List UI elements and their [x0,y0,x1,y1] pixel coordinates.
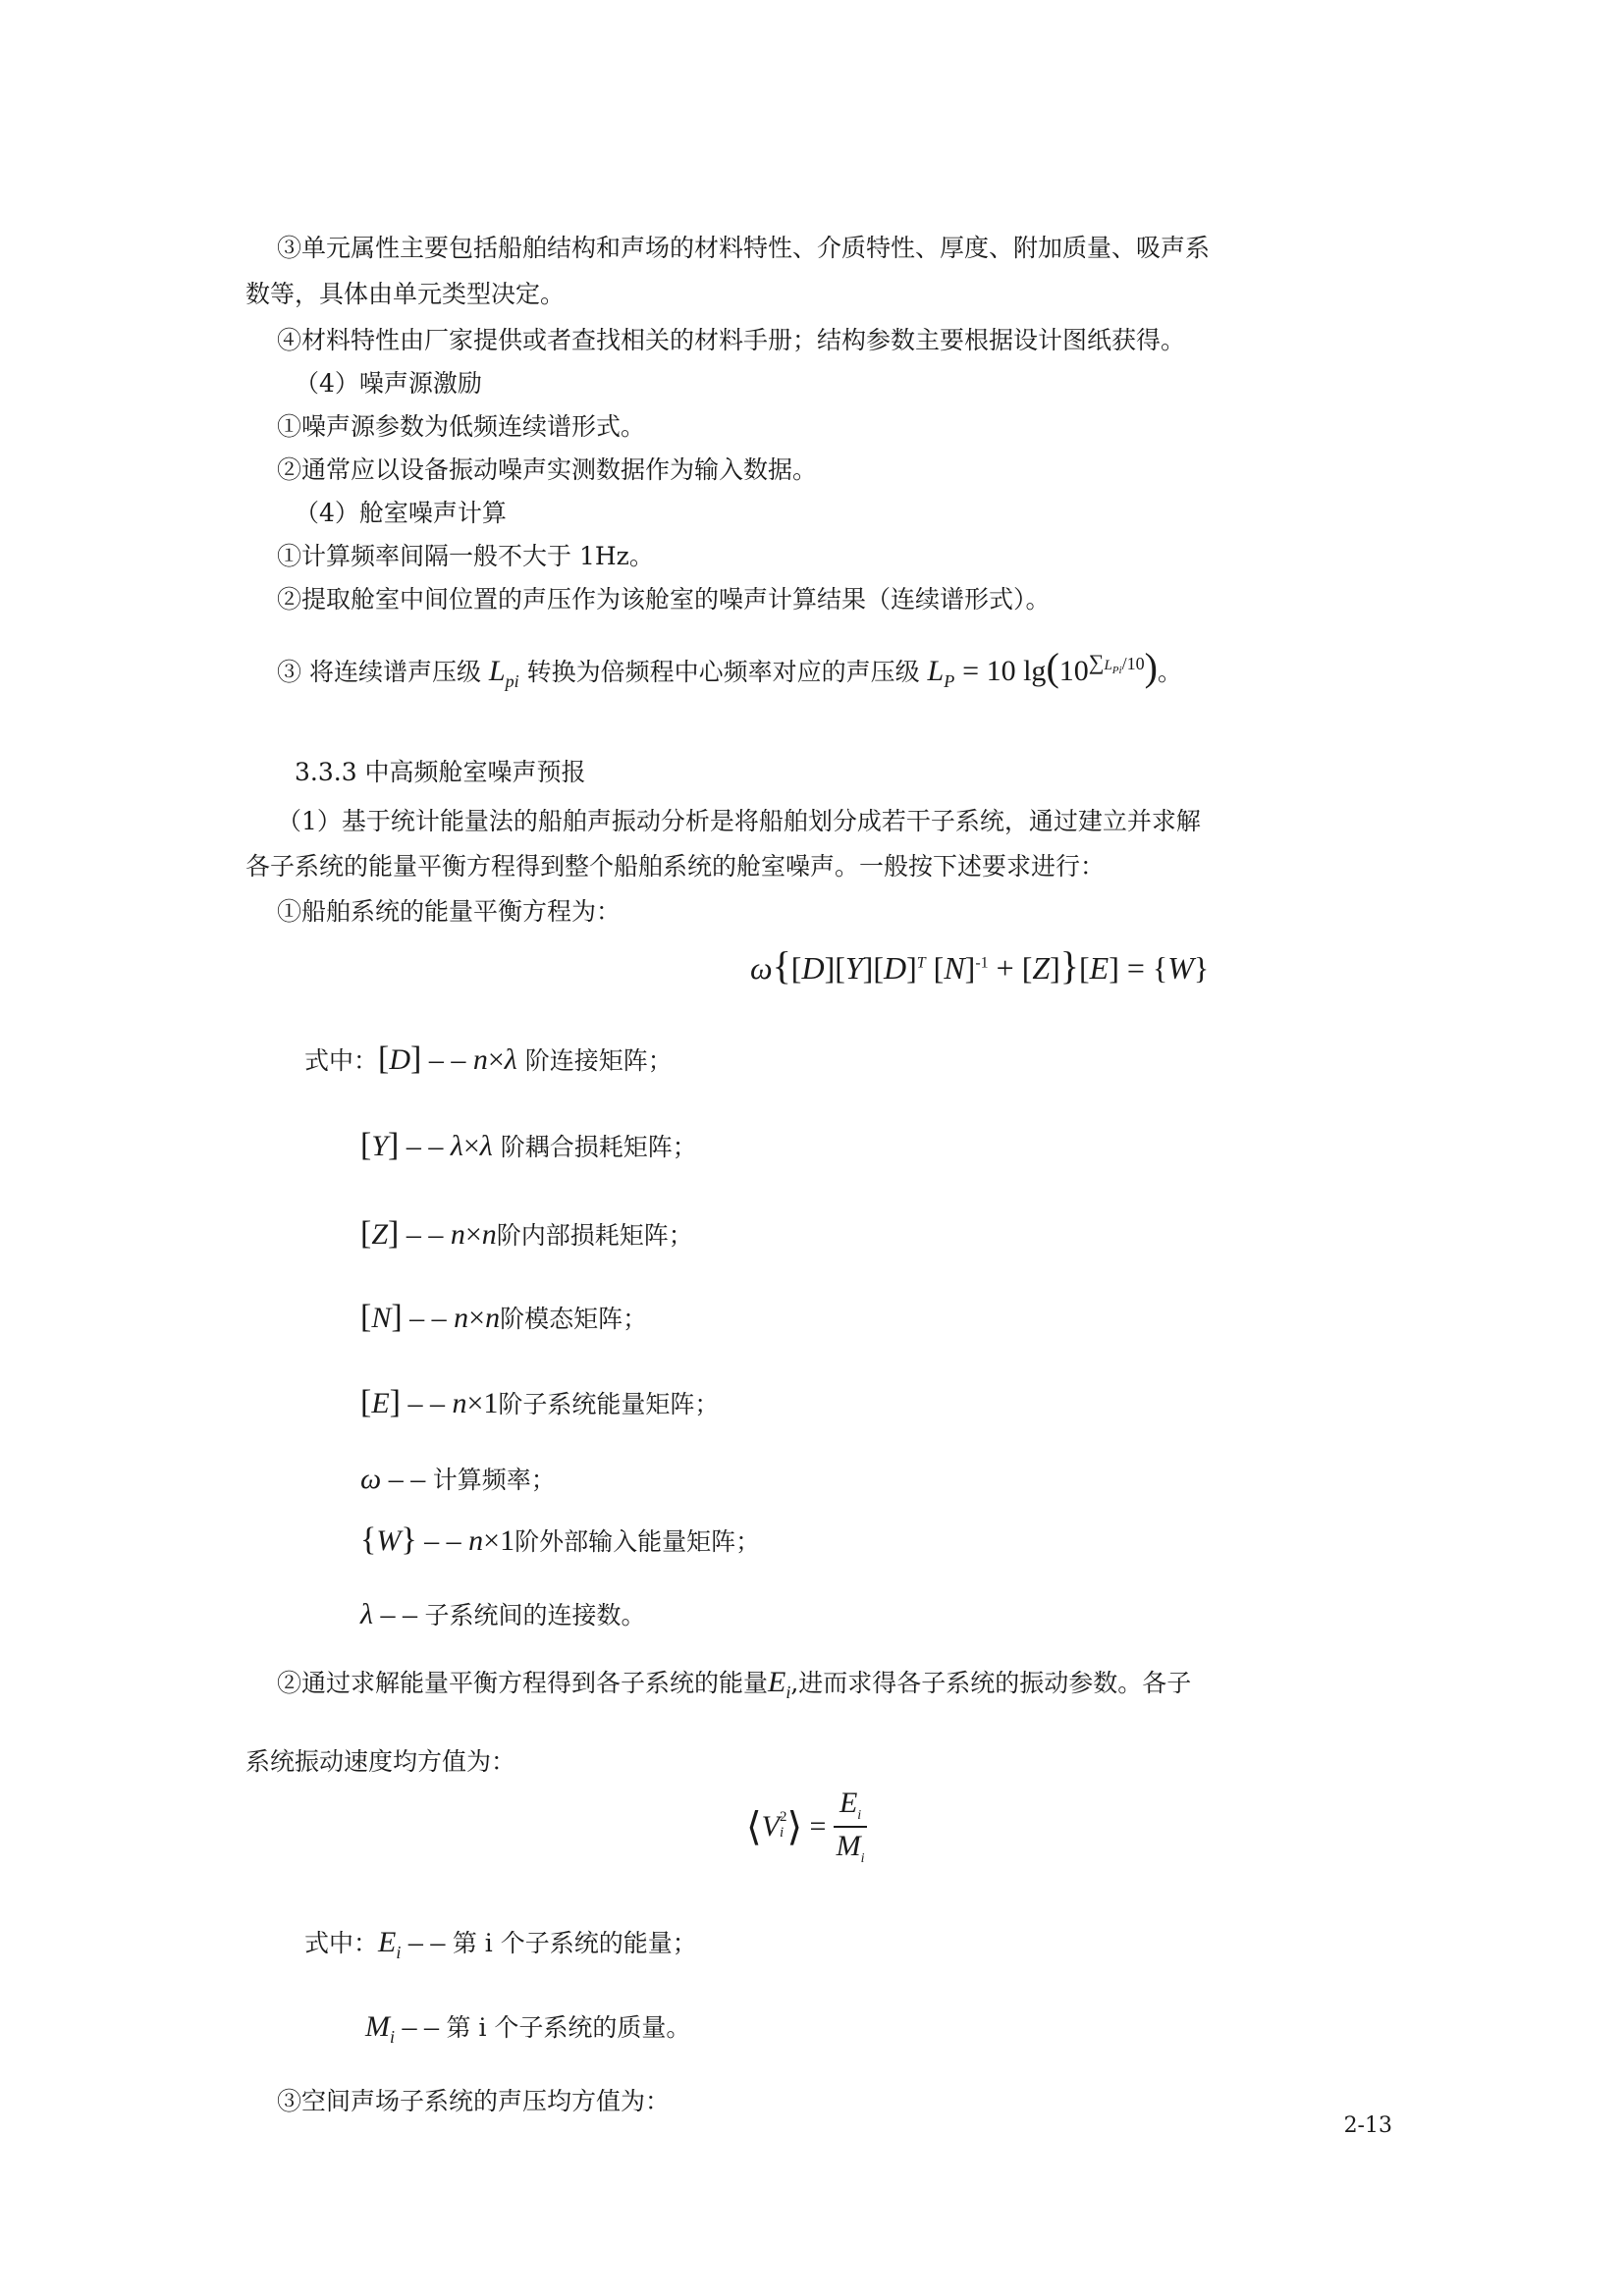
text-line: ②通过求解能量平衡方程得到各子系统的能量$E_i$,进而求得各子系统的振动参数。各子 [277,1666,1192,1702]
text-line: ①噪声源参数为低频连续谱形式。 [277,412,646,441]
text-line: 各子系统的能量平衡方程得到整个船舶系统的舱室噪声。一般按下述要求进行： [245,852,1106,881]
definition-line: ω – – 计算频率； [360,1463,556,1495]
text-line: ③单元属性主要包括船舶结构和声场的材料特性、介质特性、厚度、附加质量、吸声系 [277,234,1211,262]
math-lp: $L_P$ [927,655,955,691]
definition-line: 式中：[D] – – n×λ 阶连接矩阵； [304,1041,673,1077]
definition-line: 式中：$E_i$ – – 第 i 个子系统的能量； [304,1926,697,1962]
text-line: ①计算频率间隔一般不大于 1Hz。 [277,542,654,570]
velocity-equation: ⟨V2 i⟩ = $\frac{E_i}{M_i}$ [746,1787,867,1867]
definition-line: [N] – – n×n阶模态矩阵； [360,1299,648,1335]
page-number: 2-13 [1343,2113,1392,2138]
text-line: ②提取舱室中间位置的声压作为该舱室的噪声计算结果（连续谱形式）。 [277,585,1051,614]
definition-line: [E] – – n×1阶子系统能量矩阵； [360,1384,720,1420]
section-heading: 3.3.3 中高频舱室噪声预报 [295,758,586,786]
text-line: ②通常应以设备振动噪声实测数据作为输入数据。 [277,455,818,484]
subheading: （4）舱室噪声计算 [295,499,507,527]
definition-line: [Y] – – λ×λ 阶耦合损耗矩阵； [360,1127,697,1163]
definition-line: λ – – 子系统间的连接数。 [360,1598,646,1630]
energy-balance-equation: $\omega\{[D][Y][D]^T$ $[N]^{-1} + [Z]\}[E] = \{W\}$ [750,943,1210,988]
text-line: ③空间声场子系统的声压均方值为： [277,2087,671,2115]
text-line: 系统振动速度均方值为： [245,1747,516,1776]
subheading: （4）噪声源激励 [295,369,482,398]
definition-line: {W} – – n×1阶外部输入能量矩阵； [360,1522,761,1558]
text-line: ④材料特性由厂家提供或者查找相关的材料手册；结构参数主要根据设计图纸获得。 [277,326,1186,354]
definition-line: $M_i$ – – 第 i 个子系统的质量。 [365,2010,691,2047]
definition-line: [Z] – – n×n阶内部损耗矩阵； [360,1215,693,1252]
text-line: （1）基于统计能量法的船舶声振动分析是将船舶划分成若干子系统，通过建立并求解 [277,807,1201,835]
text-line: 数等，具体由单元类型决定。 [245,280,566,308]
text-line: ①船舶系统的能量平衡方程为： [277,897,622,926]
formula-line: ③ 将连续谱声压级 $L_{pi}$ 转换为倍频程中心频率对应的声压级 $L_P = 10$ $\lg(10^{\sum L_{Pi}/10})$。 [277,645,1182,691]
math-lpi: $L_{pi}$ [488,655,519,691]
